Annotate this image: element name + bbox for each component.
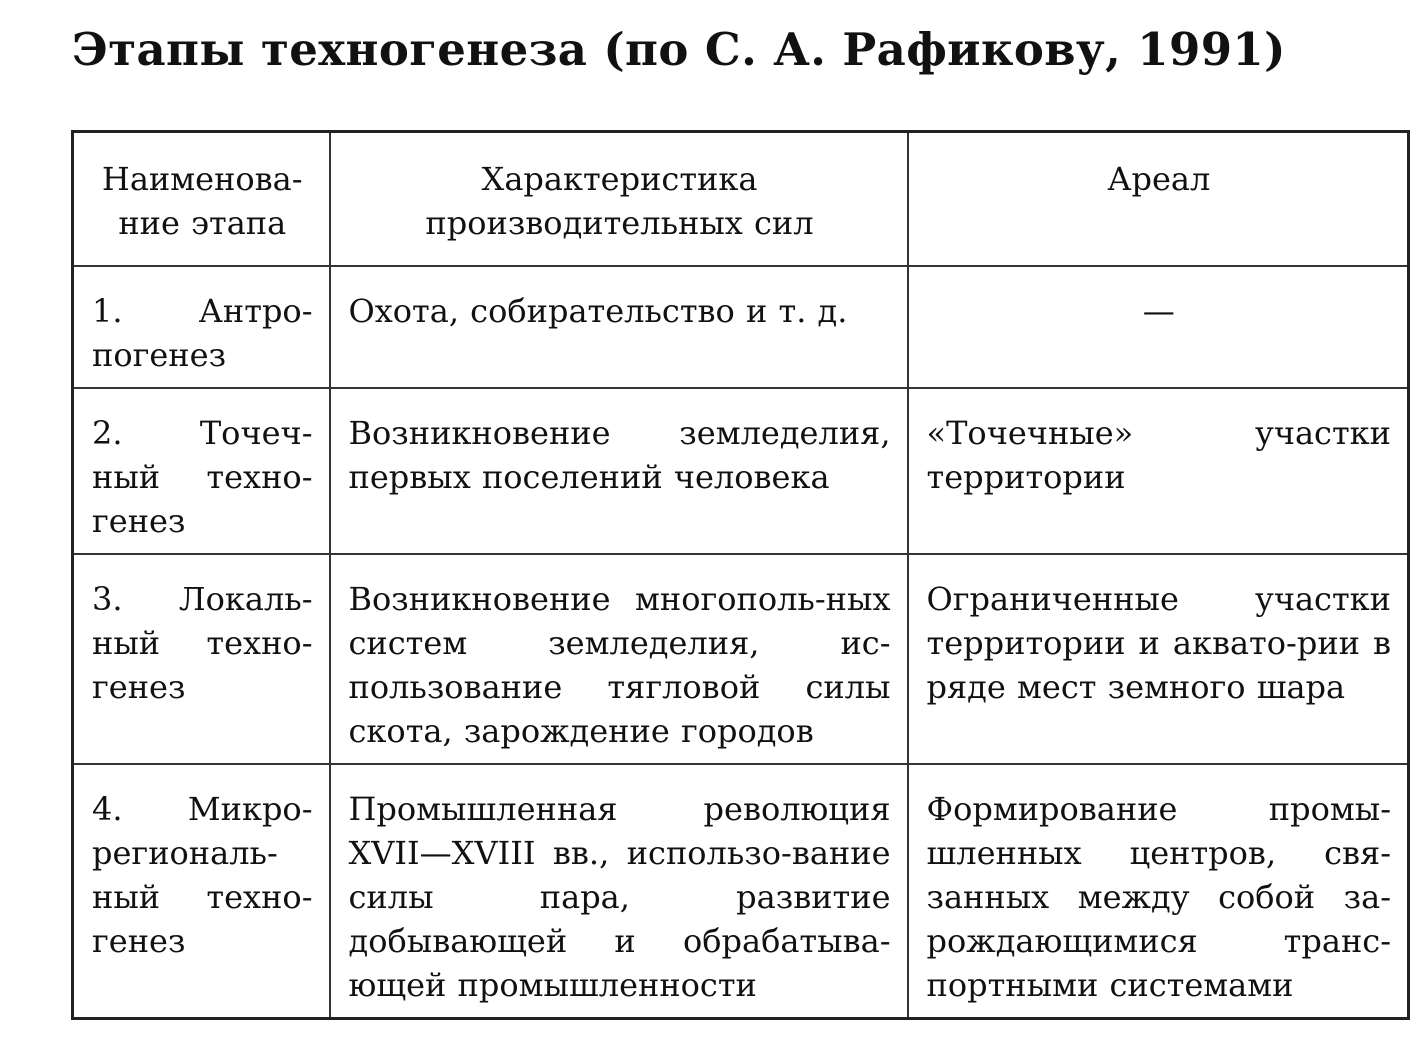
table-header-row	[73, 132, 1409, 266]
table-row	[73, 388, 1409, 554]
characteristic-cell: Возникновение многополь-ных систем земледелия, ис-пользование тягловой силы скота, зарождение городов	[330, 554, 908, 764]
table-row	[73, 554, 1409, 764]
characteristic-cell: Охота, собирательство и т. д.	[330, 266, 908, 388]
area-cell: Формирование промы-шленных центров, свя-занных между собой за-рождающимися транс-портными системами	[908, 764, 1409, 1019]
document-title: Этапы техногенеза (по С. А. Рафикову, 1991)	[72, 23, 1286, 76]
stage-name-cell: 3. Локаль-ный техно-генез	[73, 554, 330, 764]
header-characteristic: Характеристика производительных сил	[330, 132, 908, 266]
area-cell: —	[908, 266, 1409, 388]
header-area: Ареал	[908, 132, 1409, 266]
characteristic-cell: Возникновение земледелия, первых поселений человека	[330, 388, 908, 554]
table-row	[73, 764, 1409, 1019]
stage-name-cell: 4. Микро-региональ-ный техно-генез	[73, 764, 330, 1019]
characteristic-cell: Промышленная революция XVII—XVIII вв., использо-вание силы пара, развитие добывающей и обрабатыва-ющей промышленности	[330, 764, 908, 1019]
header-stage-name: Наименова-ние этапа	[73, 132, 330, 266]
area-cell: Ограниченные участки территории и аквато-рии в ряде мест земного шара	[908, 554, 1409, 764]
stage-name-cell: 2. Точеч-ный техно-генез	[73, 388, 330, 554]
table-row	[73, 266, 1409, 388]
stage-name-cell: 1. Антро-погенез	[73, 266, 330, 388]
area-cell: «Точечные» участки территории	[908, 388, 1409, 554]
stages-table	[71, 130, 1410, 1020]
